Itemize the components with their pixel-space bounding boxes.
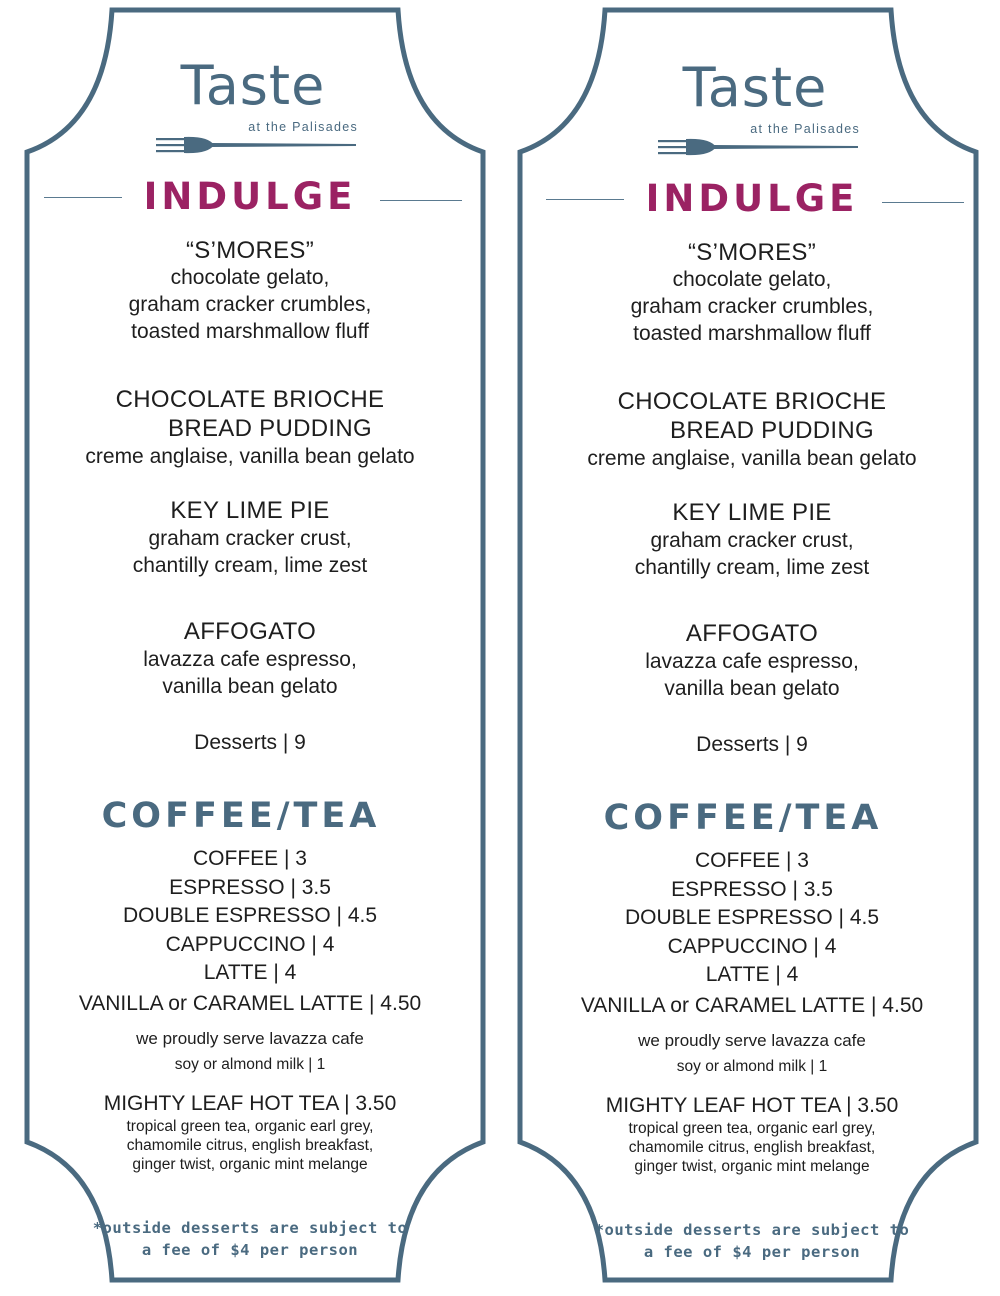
item-smores-desc-3: toasted marshmallow fluff bbox=[131, 320, 369, 343]
desserts-price: Desserts | 9 bbox=[696, 733, 808, 756]
footer-note-2: a fee of $4 per person bbox=[643, 1243, 861, 1261]
fork-icon bbox=[658, 136, 858, 160]
logo-word: Taste bbox=[180, 54, 326, 117]
coffee-line-cappuccino: CAPPUCCINO | 4 bbox=[165, 933, 335, 956]
coffee-line-espresso: ESPRESSO | 3.5 bbox=[671, 878, 833, 901]
item-keylime-name: KEY LIME PIE bbox=[170, 497, 330, 524]
footer-note-1: *outside desserts are subject to bbox=[92, 1219, 408, 1237]
item-affogato-name: AFFOGATO bbox=[685, 620, 819, 647]
indulge-title: INDULGE bbox=[645, 177, 859, 220]
item-brioche-desc-1: creme anglaise, vanilla bean gelato bbox=[85, 445, 415, 468]
menu-card-left bbox=[0, 0, 500, 1294]
item-affogato-name: AFFOGATO bbox=[183, 618, 317, 645]
menu-card-right bbox=[500, 0, 1000, 1294]
item-smores-desc-2: graham cracker crumbles, bbox=[630, 295, 874, 318]
item-keylime-desc-2: chantilly cream, lime zest bbox=[132, 554, 368, 577]
desserts-price: Desserts | 9 bbox=[194, 731, 306, 754]
taste-logo bbox=[650, 56, 865, 162]
coffee-line-latte: LATTE | 4 bbox=[705, 963, 799, 986]
tea-desc-2: chamomile citrus, english breakfast, bbox=[628, 1139, 876, 1156]
footer-note-1: *outside desserts are subject to bbox=[594, 1221, 910, 1239]
tea-desc-1: tropical green tea, organic earl grey, bbox=[628, 1120, 876, 1137]
tea-line: MIGHTY LEAF HOT TEA | 3.50 bbox=[605, 1094, 899, 1117]
tea-line: MIGHTY LEAF HOT TEA | 3.50 bbox=[103, 1092, 397, 1115]
item-brioche-name-2: BREAD PUDDING bbox=[168, 415, 372, 442]
item-keylime-desc-1: graham cracker crust, bbox=[650, 529, 854, 552]
coffee-line-coffee: COFFEE | 3 bbox=[695, 849, 809, 872]
coffee-line-double-espresso: DOUBLE ESPRESSO | 4.5 bbox=[624, 906, 880, 929]
item-smores-desc-3: toasted marshmallow fluff bbox=[633, 322, 871, 345]
item-smores-desc-2: graham cracker crumbles, bbox=[128, 293, 372, 316]
coffee-line-latte: LATTE | 4 bbox=[203, 961, 297, 984]
item-smores-name: “S’MORES” bbox=[687, 239, 817, 266]
coffee-tea-title: COFFEE/TEA bbox=[603, 798, 883, 838]
item-affogato-desc-1: lavazza cafe espresso, bbox=[143, 648, 357, 671]
indulge-title: INDULGE bbox=[143, 175, 357, 218]
logo-subtitle: at the Palisades bbox=[750, 122, 860, 136]
item-keylime-desc-1: graham cracker crust, bbox=[148, 527, 352, 550]
item-affogato-desc-1: lavazza cafe espresso, bbox=[645, 650, 859, 673]
item-smores-desc-1: chocolate gelato, bbox=[170, 266, 330, 289]
item-brioche-name-2: BREAD PUDDING bbox=[670, 417, 874, 444]
item-smores-desc-1: chocolate gelato, bbox=[672, 268, 832, 291]
coffee-line-coffee: COFFEE | 3 bbox=[193, 847, 307, 870]
milk-note: soy or almond milk | 1 bbox=[676, 1058, 828, 1075]
serve-note: we proudly serve lavazza cafe bbox=[638, 1031, 866, 1050]
logo-word: Taste bbox=[682, 56, 828, 119]
tea-desc-3: ginger twist, organic mint melange bbox=[132, 1156, 368, 1173]
fork-icon bbox=[156, 134, 356, 158]
item-keylime-name: KEY LIME PIE bbox=[672, 499, 832, 526]
item-smores-name: “S’MORES” bbox=[185, 237, 315, 264]
taste-logo bbox=[148, 54, 363, 160]
coffee-line-flavored-latte: VANILLA or CARAMEL LATTE | 4.50 bbox=[78, 992, 422, 1015]
logo-subtitle: at the Palisades bbox=[248, 120, 358, 134]
coffee-tea-title: COFFEE/TEA bbox=[101, 796, 381, 836]
item-brioche-name-1: CHOCOLATE BRIOCHE bbox=[115, 386, 385, 413]
coffee-line-espresso: ESPRESSO | 3.5 bbox=[169, 876, 331, 899]
item-brioche-name-1: CHOCOLATE BRIOCHE bbox=[617, 388, 887, 415]
coffee-line-flavored-latte: VANILLA or CARAMEL LATTE | 4.50 bbox=[580, 994, 924, 1017]
item-affogato-desc-2: vanilla bean gelato bbox=[162, 675, 338, 698]
serve-note: we proudly serve lavazza cafe bbox=[136, 1029, 364, 1048]
item-brioche-desc-1: creme anglaise, vanilla bean gelato bbox=[587, 447, 917, 470]
item-affogato-desc-2: vanilla bean gelato bbox=[664, 677, 840, 700]
coffee-line-cappuccino: CAPPUCCINO | 4 bbox=[667, 935, 837, 958]
milk-note: soy or almond milk | 1 bbox=[174, 1056, 326, 1073]
tea-desc-1: tropical green tea, organic earl grey, bbox=[126, 1118, 374, 1135]
coffee-line-double-espresso: DOUBLE ESPRESSO | 4.5 bbox=[122, 904, 378, 927]
tea-desc-3: ginger twist, organic mint melange bbox=[634, 1158, 870, 1175]
footer-note-2: a fee of $4 per person bbox=[141, 1241, 359, 1259]
tea-desc-2: chamomile citrus, english breakfast, bbox=[126, 1137, 374, 1154]
item-keylime-desc-2: chantilly cream, lime zest bbox=[634, 556, 870, 579]
